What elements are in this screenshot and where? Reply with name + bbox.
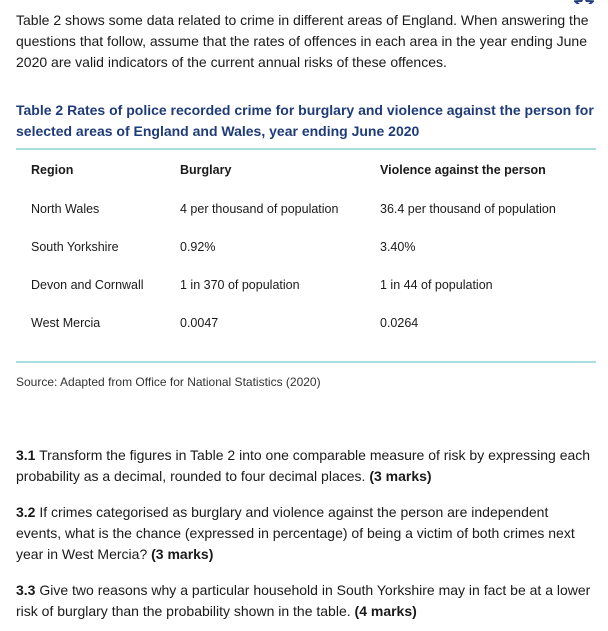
burglary-cell: 4 per thousand of population xyxy=(180,202,339,216)
violence-cell: 1 in 44 of population xyxy=(380,278,493,292)
table-spacer xyxy=(16,342,596,362)
question-3-2 xyxy=(16,502,596,565)
region-cell: West Mercia xyxy=(31,316,101,330)
table-caption: Table 2 Rates of police recorded crime for burglary and violence against the person for selected areas of England and Wales, year ending June 2020 xyxy=(16,102,594,139)
burglary-cell: 0.92% xyxy=(180,240,216,254)
table-row xyxy=(16,266,596,304)
question-number: 3.2 xyxy=(16,504,36,520)
table-row xyxy=(16,228,596,266)
question-marks: (3 marks) xyxy=(369,468,432,484)
violence-cell: 36.4 per thousand of population xyxy=(380,202,556,216)
burglary-cell: 1 in 370 of population xyxy=(180,278,300,292)
crime-rates-table xyxy=(16,148,596,363)
table-source: Source: Adapted from Office for National Statistics (2020) xyxy=(16,375,321,389)
question-3-3 xyxy=(16,580,596,622)
violence-cell: 0.0264 xyxy=(380,316,419,330)
intro-paragraph: Table 2 shows some data related to crime in different areas of England. When answering the questions that follow, assume that the rates of offences in each area in the year ending June 2020 are valid indicators of the current annual risks of these offences. xyxy=(16,12,589,70)
burglary-cell: 0.0047 xyxy=(180,316,219,330)
region-cell: Devon and Cornwall xyxy=(31,278,144,292)
column-header-region: Region xyxy=(31,163,74,177)
violence-cell: 3.40% xyxy=(380,240,416,254)
question-number: 3.3 xyxy=(16,582,36,598)
question-marks: (4 marks) xyxy=(354,603,417,619)
question-text: Transform the figures in Table 2 into one comparable measure of risk by expressing each probability as a decimal, rounded to four decimal places. xyxy=(16,447,591,484)
table-header-row xyxy=(16,149,596,190)
question-3-1 xyxy=(16,445,596,487)
question-text: If crimes categorised as burglary and violence against the person are independent events, what is the chance (expressed in percentage) of being a victim of both crimes next year in West Mercia? xyxy=(16,504,575,562)
region-cell: North Wales xyxy=(31,202,100,216)
question-marks: (3 marks) xyxy=(151,546,214,562)
question-text: Give two reasons why a particular household in South Yorkshire may in fact be at a lower risk of burglary than the probability shown in the table. xyxy=(16,582,591,619)
region-cell: South Yorkshire xyxy=(31,240,119,254)
column-header-burglary: Burglary xyxy=(180,163,232,177)
star-icon[interactable] xyxy=(574,0,594,4)
table-row xyxy=(16,190,596,228)
column-header-violence: Violence against the person xyxy=(380,163,546,177)
table-row xyxy=(16,304,596,342)
question-number: 3.1 xyxy=(16,447,36,463)
